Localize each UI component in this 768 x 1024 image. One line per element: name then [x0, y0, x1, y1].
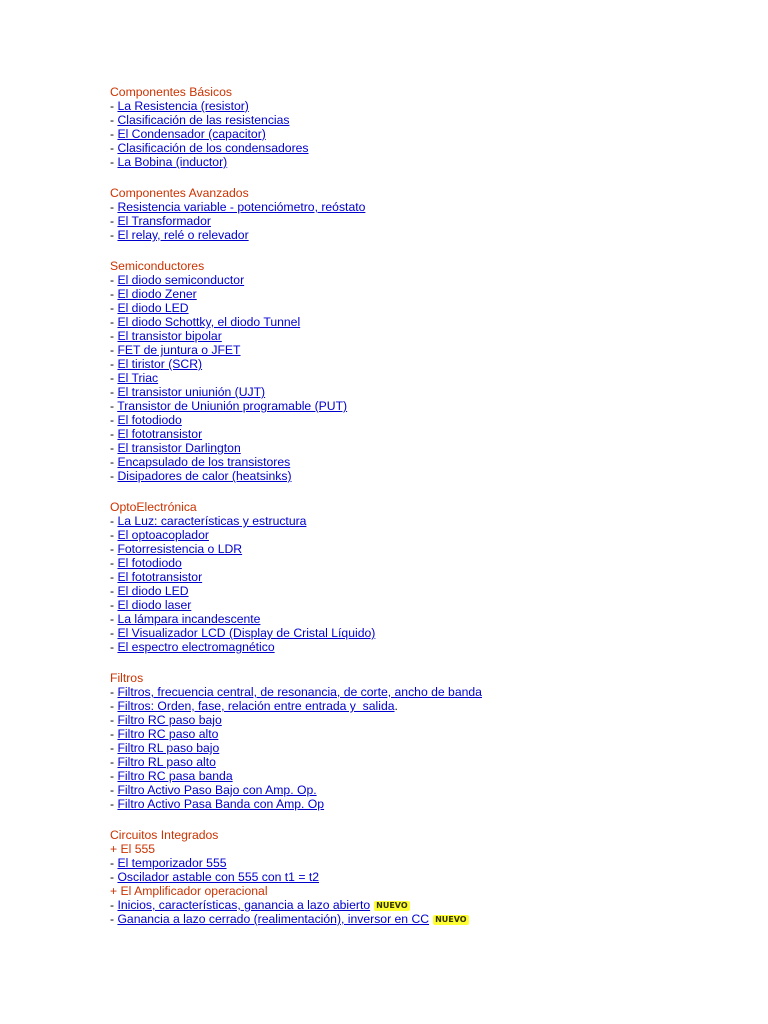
dash-bullet: - [110, 385, 118, 399]
link-resistencia-variable-potenciometro-reostato[interactable]: Resistencia variable - potenciómetro, reóstato [117, 200, 366, 214]
list-item [110, 528, 750, 542]
dash-bullet: - [110, 371, 118, 385]
dash-bullet: - [110, 141, 118, 155]
list-item [110, 514, 750, 528]
link-fotorresistencia-o-ldr[interactable]: Fotorresistencia o LDR [117, 542, 243, 556]
list-item [110, 598, 750, 612]
link-el-relay-rele-o-relevador[interactable]: El relay, relé o relevador [117, 228, 249, 242]
list-item [110, 455, 750, 469]
list-item [110, 141, 750, 155]
dash-bullet: - [110, 287, 118, 301]
dash-bullet: - [110, 626, 118, 640]
subheading-item [110, 842, 750, 856]
list-item [110, 385, 750, 399]
link-filtro-activo-paso-bajo-con-amp-op[interactable]: Filtro Activo Paso Bajo con Amp. Op. [117, 783, 317, 797]
dash-bullet: - [110, 441, 118, 455]
dash-bullet: - [110, 343, 118, 357]
list-item [110, 200, 750, 214]
list-item [110, 113, 750, 127]
dash-bullet: - [110, 315, 118, 329]
list-item [110, 127, 750, 141]
section-semiconductores [110, 259, 750, 483]
link-filtro-activo-pasa-banda-con-amp-op[interactable]: Filtro Activo Pasa Banda con Amp. Op [117, 797, 325, 811]
dash-bullet: - [110, 99, 118, 113]
link-encapsulado-de-los-transistores[interactable]: Encapsulado de los transistores [117, 455, 291, 469]
dash-bullet: - [110, 357, 118, 371]
link-filtro-rl-paso-bajo[interactable]: Filtro RL paso bajo [117, 741, 220, 755]
list-item [110, 626, 750, 640]
list-item [110, 155, 750, 169]
list-item [110, 343, 750, 357]
dash-bullet: - [110, 699, 118, 713]
section-heading: Componentes Básicos [110, 85, 232, 99]
list-item [110, 329, 750, 343]
link-el-espectro-electromagnetico[interactable]: El espectro electromagnético [117, 640, 275, 654]
link-el-transformador[interactable]: El Transformador [117, 214, 211, 228]
list-item [110, 856, 750, 870]
link-transistor-de-uniunion-programable-put[interactable]: Transistor de Uniunión programable (PUT) [117, 399, 348, 413]
link-el-transistor-bipolar[interactable]: El transistor bipolar [117, 329, 222, 343]
link-el-transistor-uniunion-ujt[interactable]: El transistor uniunión (UJT) [117, 385, 266, 399]
list-item [110, 755, 750, 769]
list-item [110, 99, 750, 113]
subheading-el-amplificador-operacional: El Amplificador operacional [120, 884, 268, 898]
subheading-item [110, 884, 750, 898]
list-item [110, 371, 750, 385]
dash-bullet: - [110, 214, 118, 228]
list-item [110, 640, 750, 654]
list-item [110, 228, 750, 242]
new-badge: NUEVO [435, 915, 467, 924]
link-la-bobina-inductor[interactable]: La Bobina (inductor) [117, 155, 228, 169]
section-optoelectronica [110, 500, 750, 654]
list-item [110, 556, 750, 570]
dash-bullet: - [110, 870, 118, 884]
list-item [110, 699, 750, 713]
dash-bullet: - [110, 755, 118, 769]
list-item [110, 214, 750, 228]
link-oscilador-astable-con-555-con-t1-t2[interactable]: Oscilador astable con 555 con t1 = t2 [117, 870, 320, 884]
dash-bullet: - [110, 727, 118, 741]
link-el-diodo-led[interactable]: El diodo LED [117, 584, 189, 598]
dash-bullet: - [110, 155, 118, 169]
topic-index [110, 85, 750, 943]
list-item [110, 469, 750, 483]
dash-bullet: - [110, 741, 118, 755]
link-el-fotodiodo[interactable]: El fotodiodo [117, 413, 182, 427]
link-fet-de-juntura-o-jfet[interactable]: FET de juntura o JFET [117, 343, 241, 357]
list-item [110, 427, 750, 441]
list-item [110, 769, 750, 783]
section-heading: Circuitos Integrados [110, 828, 219, 842]
dash-bullet: - [110, 427, 118, 441]
dash-bullet: - [110, 598, 118, 612]
list-item [110, 727, 750, 741]
dash-bullet: - [110, 469, 118, 483]
dash-bullet: - [110, 612, 118, 626]
dash-bullet: - [110, 329, 118, 343]
link-el-diodo-led[interactable]: El diodo LED [117, 301, 189, 315]
link-el-diodo-zener[interactable]: El diodo Zener [117, 287, 197, 301]
dash-bullet: - [110, 127, 118, 141]
dash-bullet: - [110, 898, 118, 912]
link-filtros-frecuencia-central-de-resonancia-de-corte-ancho-de-banda[interactable]: Filtros, frecuencia central, de resonancia, de corte, ancho de banda [117, 685, 482, 699]
link-el-optoacoplador[interactable]: El optoacoplador [117, 528, 209, 542]
link-clasificacion-de-las-resistencias[interactable]: Clasificación de las resistencias [117, 113, 290, 127]
list-item [110, 570, 750, 584]
dash-bullet: - [110, 769, 118, 783]
link-el-tiristor-scr[interactable]: El tiristor (SCR) [117, 357, 203, 371]
link-el-fototransistor[interactable]: El fototransistor [117, 570, 203, 584]
dash-bullet: - [110, 685, 118, 699]
link-inicios-caracteristicas-ganancia-a-lazo-abierto[interactable]: Inicios, características, ganancia a lazo abierto [117, 898, 371, 912]
dash-bullet: - [110, 399, 118, 413]
link-filtro-rl-paso-alto[interactable]: Filtro RL paso alto [117, 755, 216, 769]
link-filtro-rc-paso-bajo[interactable]: Filtro RC paso bajo [117, 713, 222, 727]
dash-bullet: - [110, 713, 118, 727]
link-el-condensador-capacitor[interactable]: El Condensador (capacitor) [117, 127, 266, 141]
link-disipadores-de-calor-heatsinks[interactable]: Disipadores de calor (heatsinks) [117, 469, 292, 483]
section-heading: Semiconductores [110, 259, 205, 273]
link-la-lampara-incandescente[interactable]: La lámpara incandescente [117, 612, 261, 626]
list-item [110, 399, 750, 413]
section-filtros [110, 671, 750, 811]
dash-bullet: - [110, 542, 118, 556]
dash-bullet: - [110, 640, 118, 654]
section-heading: Componentes Avanzados [110, 186, 249, 200]
dash-bullet: - [110, 228, 118, 242]
list-item [110, 315, 750, 329]
dash-bullet: - [110, 584, 118, 598]
link-filtro-rc-pasa-banda[interactable]: Filtro RC pasa banda [117, 769, 233, 783]
link-el-fototransistor[interactable]: El fototransistor [117, 427, 203, 441]
dash-bullet: - [110, 570, 118, 584]
list-item [110, 713, 750, 727]
dash-bullet: - [110, 113, 118, 127]
list-item [110, 870, 750, 884]
list-item [110, 357, 750, 371]
plus-bullet: + [110, 884, 121, 898]
plus-bullet: + [110, 842, 121, 856]
link-filtro-rc-paso-alto[interactable]: Filtro RC paso alto [117, 727, 219, 741]
list-item [110, 542, 750, 556]
link-el-diodo-laser[interactable]: El diodo laser [117, 598, 192, 612]
list-item [110, 685, 750, 699]
list-item [110, 287, 750, 301]
dash-bullet: - [110, 273, 118, 287]
link-el-temporizador-555[interactable]: El temporizador 555 [117, 856, 227, 870]
link-el-visualizador-lcd-display-de-cristal-liquido[interactable]: El Visualizador LCD (Display de Cristal Líquido) [117, 626, 376, 640]
dash-bullet: - [110, 912, 118, 926]
new-badge: NUEVO [376, 901, 408, 910]
list-item [110, 273, 750, 287]
link-clasificacion-de-los-condensadores[interactable]: Clasificación de los condensadores [117, 141, 309, 155]
list-item [110, 912, 750, 926]
link-el-fotodiodo[interactable]: El fotodiodo [117, 556, 182, 570]
list-item [110, 797, 750, 811]
link-ganancia-a-lazo-cerrado-realimentacion-inversor-en-cc[interactable]: Ganancia a lazo cerrado (realimentación), inversor en CC [117, 912, 430, 926]
list-item [110, 413, 750, 427]
link-la-luz-caracteristicas-y-estructura[interactable]: La Luz: características y estructura [117, 514, 307, 528]
section-heading: Filtros [110, 671, 144, 685]
link-filtros-orden-fase-relacion-entre-entrada-y-salida[interactable]: Filtros: Orden, fase, relación entre entrada y salida [117, 699, 395, 713]
dash-bullet: - [110, 797, 118, 811]
trailing-punctuation: . [394, 699, 398, 713]
link-el-diodo-schottky-el-diodo-tunnel[interactable]: El diodo Schottky, el diodo Tunnel [117, 315, 301, 329]
list-item [110, 898, 750, 912]
list-item [110, 783, 750, 797]
dash-bullet: - [110, 455, 118, 469]
list-item [110, 584, 750, 598]
dash-bullet: - [110, 528, 118, 542]
list-item [110, 301, 750, 315]
dash-bullet: - [110, 556, 118, 570]
link-el-triac[interactable]: El Triac [117, 371, 159, 385]
link-la-resistencia-resistor[interactable]: La Resistencia (resistor) [117, 99, 249, 113]
dash-bullet: - [110, 200, 118, 214]
dash-bullet: - [110, 856, 118, 870]
list-item [110, 612, 750, 626]
dash-bullet: - [110, 301, 118, 315]
list-item [110, 441, 750, 455]
dash-bullet: - [110, 413, 118, 427]
section-componentes-avanzados [110, 186, 750, 242]
link-el-diodo-semiconductor[interactable]: El diodo semiconductor [117, 273, 245, 287]
dash-bullet: - [110, 783, 118, 797]
link-el-transistor-darlington[interactable]: El transistor Darlington [117, 441, 241, 455]
dash-bullet: - [110, 514, 118, 528]
subheading-el-555: El 555 [120, 842, 156, 856]
section-heading: OptoElectrónica [110, 500, 197, 514]
list-item [110, 741, 750, 755]
section-circuitos-integrados [110, 828, 750, 926]
section-componentes-basicos [110, 85, 750, 169]
